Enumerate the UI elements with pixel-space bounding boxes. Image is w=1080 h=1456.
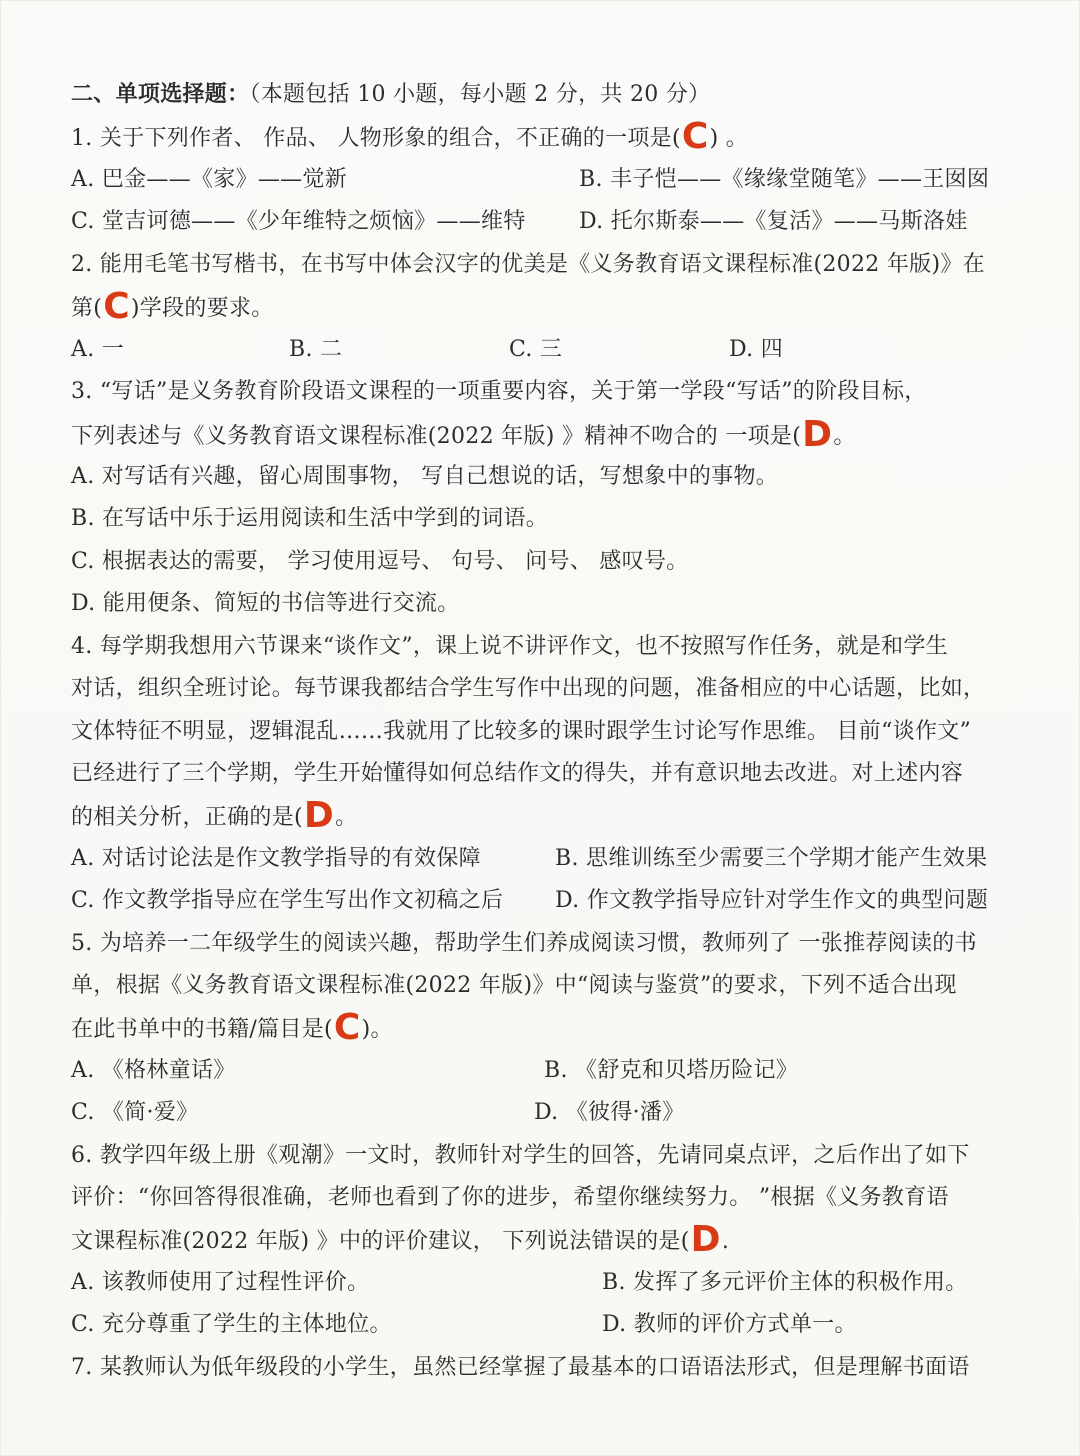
question-5-stem-line-1: 5. 为培养一二年级学生的阅读兴趣，帮助学生们养成阅读习惯，教师列了 一张推荐阅读的书 [71,931,977,956]
section-title-heading: 二、单项选择题： [71,81,250,107]
question-3-option-b: B. 在写话中乐于运用阅读和生活中学到的词语。 [71,506,549,531]
question-6-stem-line-3 [71,1219,1003,1260]
question-5-stem-line-3 [71,1007,1003,1048]
question-4-option-b: B. 思维训练至少需要三个学期才能产生效果 [555,846,988,871]
question-2-option-a: A. 一 [71,337,125,362]
question-4-stem-line-1: 4. 每学期我想用六节课来“谈作文”，课上说不讲评作文，也不按照写作任务，就是和学生 [71,634,949,659]
question-5-stem-line-2: 单，根据《义务教育语文课程标准(2022 年版)》中“阅读与鉴赏”的要求，下列不适合出现 [71,973,957,998]
question-4-stem-line-5 [71,795,1003,836]
question-2-answer-mark: C [103,286,130,327]
question-2-option-d: D. 四 [729,337,784,362]
question-1-stem [71,116,1003,157]
question-6-options-row-2 [71,1310,1003,1340]
question-1-options-row-1 [71,165,1003,195]
question-4-option-a: A. 对话讨论法是作文教学指导的有效保障 [71,846,481,871]
section-title-note: （本题包括 10 小题，每小题 2 分，共 20 分） [249,82,711,107]
question-5-option-c: C. 《简·爱》 [71,1100,199,1125]
question-4-options-row-1 [71,844,1003,874]
question-4-answer-mark: D [303,795,335,836]
question-2-stem-text: 第( [71,296,103,321]
question-1-option-d: D. 托尔斯泰——《复活》——马斯洛娃 [579,209,968,234]
question-1-option-a: A. 巴金——《家》——觉新 [71,167,348,192]
question-1-answer-mark: C [681,116,709,157]
question-4-options-row-2 [71,886,1003,916]
question-2-option-c: C. 三 [509,337,563,362]
question-2-stem-end: )学段的要求。 [130,296,274,321]
question-4-option-c: C. 作文教学指导应在学生写出作文初稿之后 [71,888,504,913]
question-4-stem-end: 。 [335,805,358,830]
question-3-stem-line-2 [71,414,1003,455]
question-6-stem-end: . [721,1229,730,1254]
question-3-option-a: A. 对写话有兴趣，留心周围事物， 写自己想说的话，写想象中的事物。 [71,464,779,489]
question-3-option-d: D. 能用便条、简短的书信等进行交流。 [71,591,460,616]
question-1-options-row-2 [71,207,1003,237]
question-6-stem-line-1: 6. 教学四年级上册《观潮》一文时，教师针对学生的回答，先请同桌点评，之后作出了如下 [71,1143,970,1168]
question-5-option-a: A. 《格林童话》 [71,1058,236,1083]
question-5-options-row-1 [71,1056,1003,1086]
question-1-option-c: C. 堂吉诃德——《少年维特之烦恼》——维特 [71,209,526,234]
question-2-stem-line-1: 2. 能用毛笔书写楷书，在书写中体会汉字的优美是《义务教育语文课程标准(2022 年版)》在 [71,252,985,277]
question-6-answer-mark: D [690,1219,721,1260]
question-5-stem-end: )。 [361,1017,393,1042]
question-2-option-b: B. 二 [289,337,343,362]
question-1-stem-text: 1. 关于下列作者、 作品、 人物形象的组合，不正确的一项是( [71,126,681,151]
question-3-stem-line-1: 3. “写话”是义务教育阶段语文课程的一项重要内容，关于第一学段“写话”的阶段目标， [71,379,927,404]
question-4-option-d: D. 作文教学指导应针对学生作文的典型问题 [555,888,989,913]
question-6-option-c: C. 充分尊重了学生的主体地位。 [71,1312,392,1337]
section-title [71,79,1003,110]
question-4-stem-line-3: 文体特征不明显，逻辑混乱……我就用了比较多的课时跟学生讨论写作思维。 目前“谈作文” [71,719,972,744]
question-3-option-c: C. 根据表达的需要， 学习使用逗号、 句号、 问号、 感叹号。 [71,549,689,574]
question-4-stem-line-2: 对话，组织全班讨论。每节课我都结合学生写作中出现的问题，准备相应的中心话题，比如， [71,676,986,701]
question-6-option-a: A. 该教师使用了过程性评价。 [71,1270,370,1295]
question-3-answer-mark: D [802,414,833,455]
question-6-option-d: D. 教师的评价方式单一。 [602,1312,857,1337]
question-6-stem-line-2: 评价：“你回答得很准确，老师也看到了你的进步，希望你继续努力。 ”根据《义务教育语 [71,1185,949,1210]
question-5-stem-text: 在此书单中的书籍/篇目是( [71,1017,333,1042]
question-6-stem-text: 文课程标准(2022 年版) 》中的评价建议， 下列说法错误的是( [71,1229,690,1254]
question-1-stem-end: ) 。 [709,126,749,151]
question-3-stem-text: 下列表述与《义务教育语文课程标准(2022 年版) 》精神不吻合的 一项是( [71,424,802,449]
question-4-stem-text: 的相关分析，正确的是( [71,805,303,830]
question-2-stem-line-2 [71,286,1003,327]
question-2-options-row [71,335,1003,365]
question-1-option-b: B. 丰子恺——《缘缘堂随笔》——王囡囡 [579,167,990,192]
question-6-option-b: B. 发挥了多元评价主体的积极作用。 [602,1270,968,1295]
question-3-stem-end: 。 [833,424,856,449]
question-5-option-b: B. 《舒克和贝塔历险记》 [544,1058,799,1083]
question-5-answer-mark: C [333,1007,361,1048]
question-6-options-row-1 [71,1268,1003,1298]
question-5-option-d: D. 《彼得·潘》 [534,1100,685,1125]
question-5-options-row-2 [71,1098,1003,1128]
question-7-stem-line-1: 7. 某教师认为低年级段的小学生，虽然已经掌握了最基本的口语语法形式，但是理解书面语 [71,1355,970,1380]
question-4-stem-line-4: 已经进行了三个学期，学生开始懂得如何总结作文的得失，并有意识地去改进。对上述内容 [71,761,964,786]
